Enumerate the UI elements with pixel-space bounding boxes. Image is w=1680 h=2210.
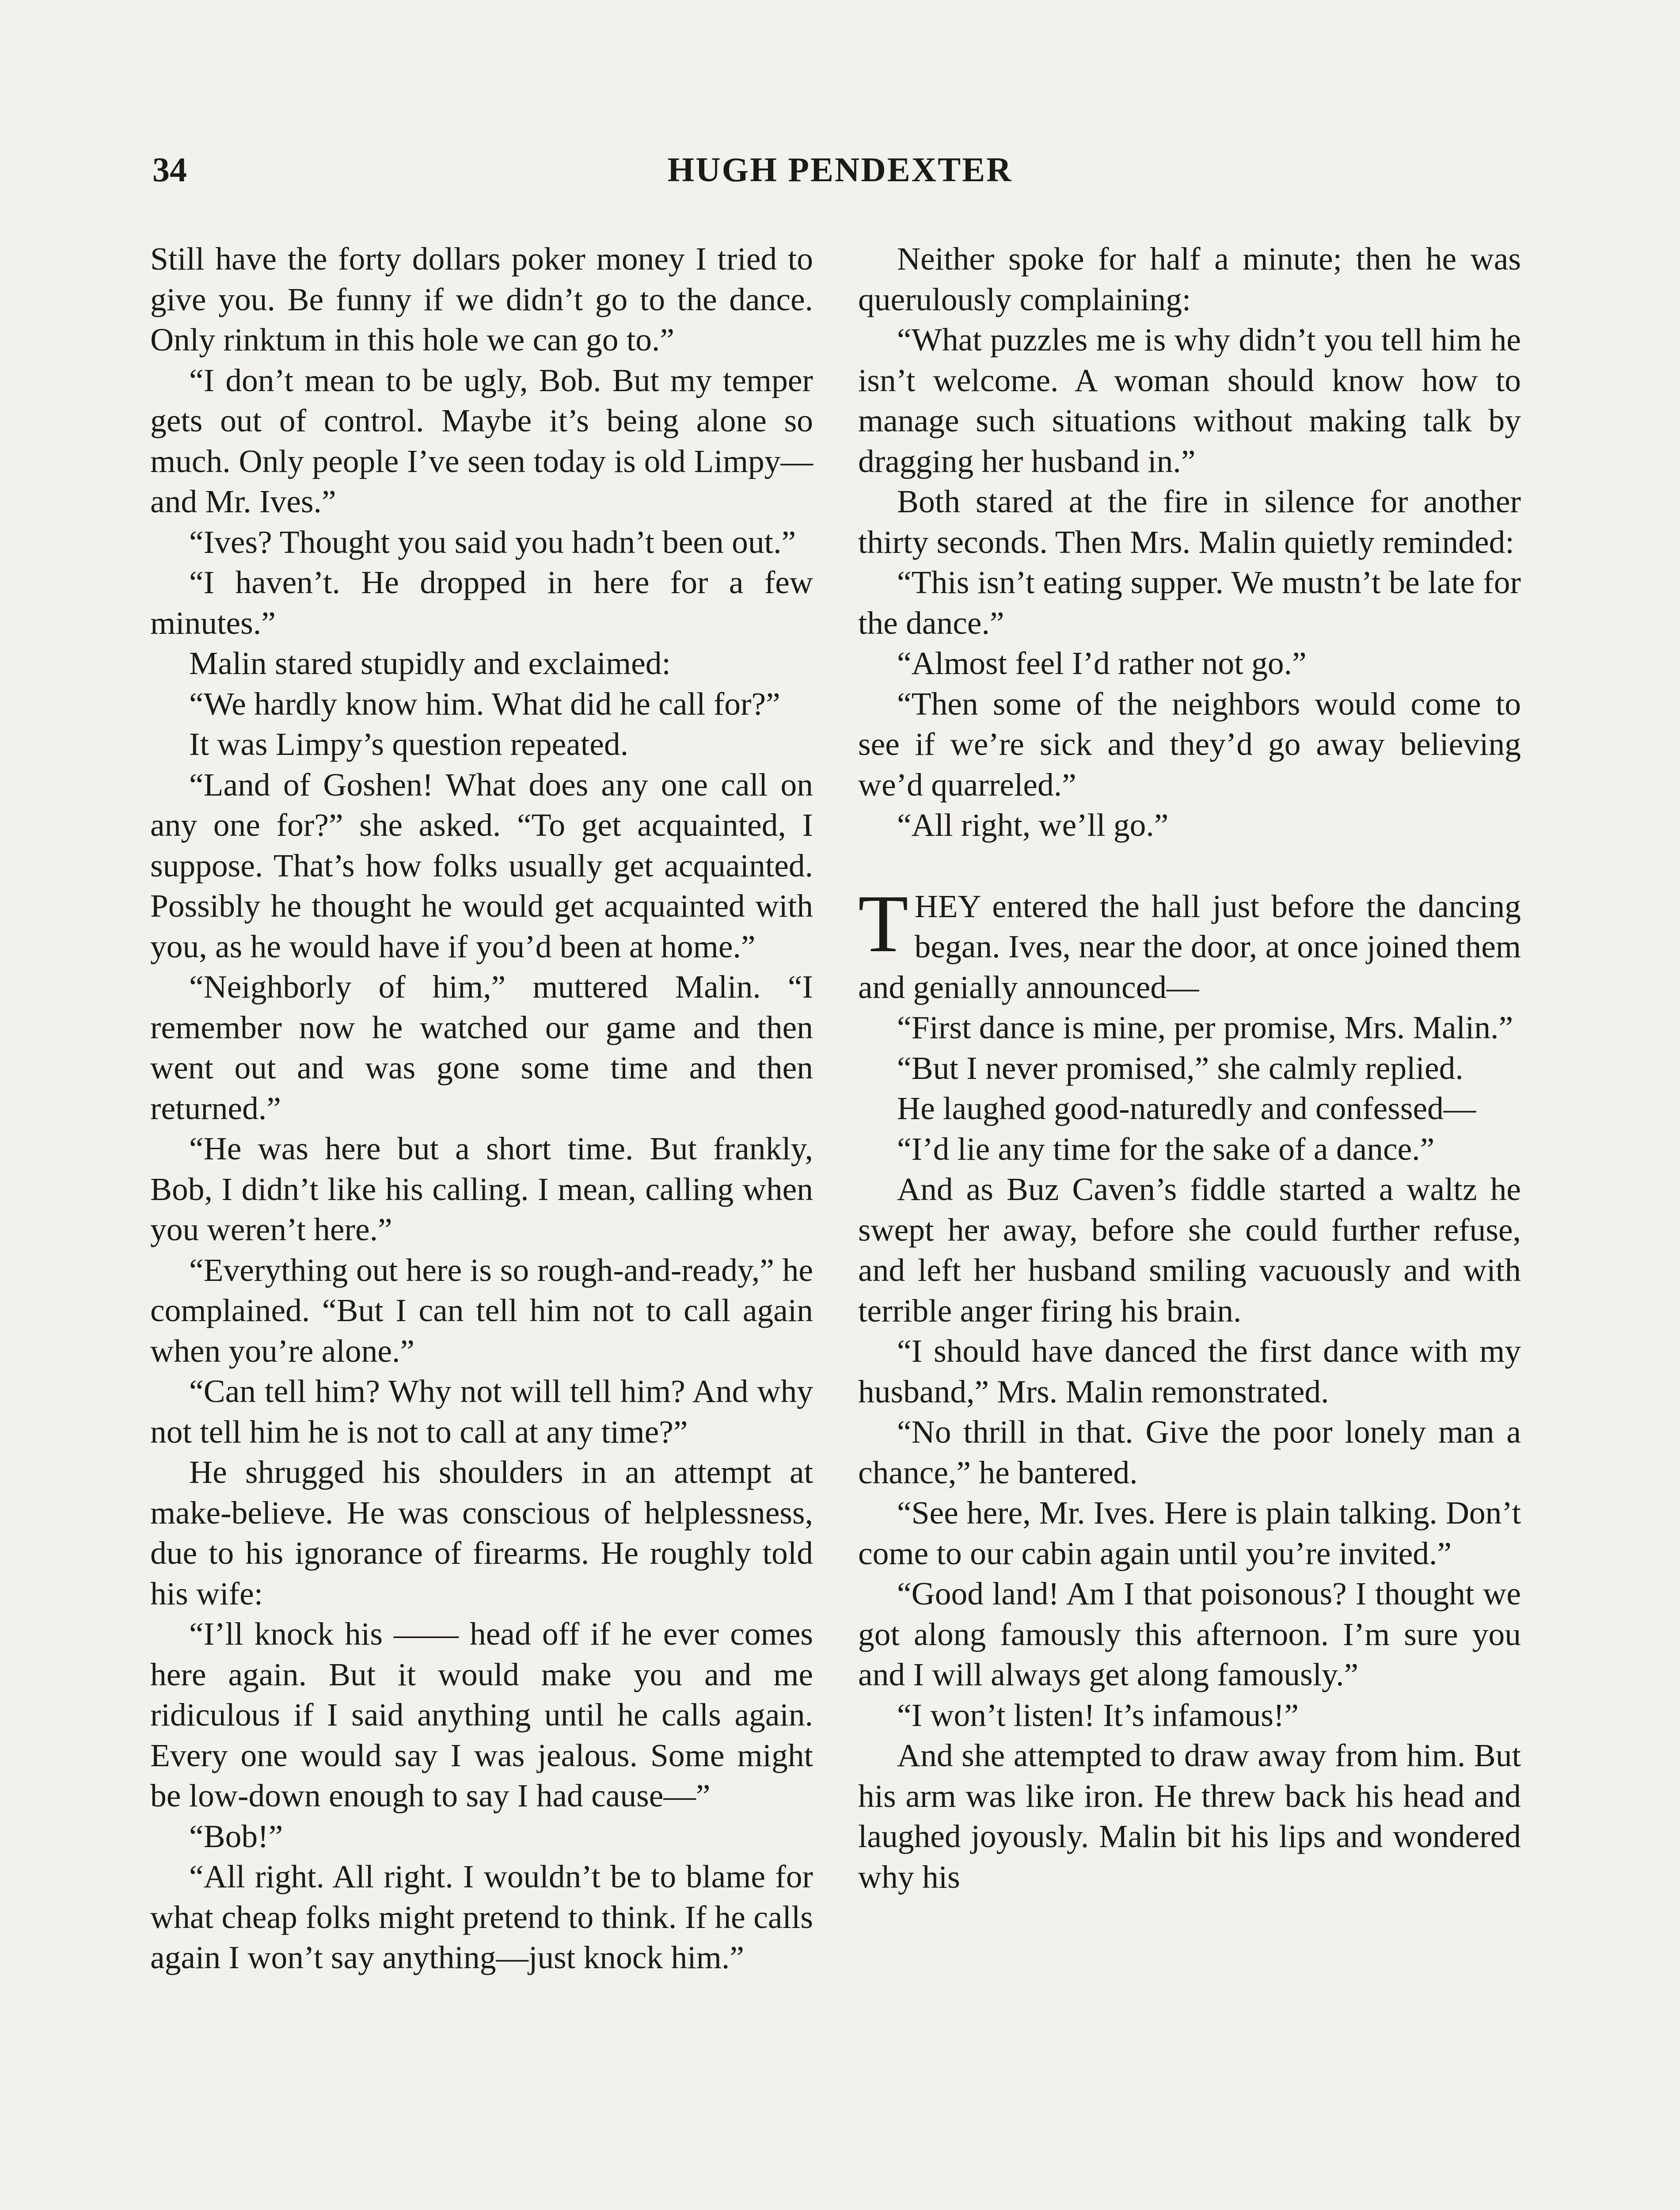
paragraph: “Then some of the neighbors would come to see if we’re sick and they’d go away believing we’d quarreled.” xyxy=(858,686,1521,803)
paragraph: “No thrill in that. Give the poor lonely man a chance,” he bantered. xyxy=(858,1414,1521,1490)
paragraph: “All right, we’ll go.” xyxy=(897,807,1169,843)
paragraph: “I don’t mean to be ugly, Bob. But my temper gets out of control. Maybe it’s being alone so much. Only people I’ve seen today is old Limpy—and Mr. Ives.” xyxy=(150,362,813,519)
paragraph: “Can tell him? Why not will tell him? And why not tell him he is not to call at any time?” xyxy=(150,1373,813,1450)
paragraph: Still have the forty dollars poker money I tried to give you. Be funny if we didn’t go to the dance. Only rinktum in this hole we can go to.” xyxy=(150,241,813,358)
paragraph: “First dance is mine, per promise, Mrs. Malin.” xyxy=(897,1010,1513,1045)
paragraph: “Ives? Thought you said you hadn’t been out.” xyxy=(189,524,796,560)
paragraph: “I won’t listen! It’s infamous!” xyxy=(897,1697,1299,1733)
paragraph: “See here, Mr. Ives. Here is plain talking. Don’t come to our cabin again until you’re invited.” xyxy=(858,1495,1521,1571)
paragraph: And she attempted to draw away from him. But his arm was like iron. He threw back his head and laughed joyously. Malin bit his lips and wondered why his xyxy=(858,1738,1521,1895)
paragraph: “He was here but a short time. But frankly, Bob, I didn’t like his calling. I mean, calling when you weren’t here.” xyxy=(150,1131,813,1247)
section-opening xyxy=(858,878,1521,1008)
running-head: HUGH PENDEXTER xyxy=(667,150,1013,189)
page-number: 34 xyxy=(152,150,187,189)
drop-cap: T xyxy=(858,878,908,969)
right-column xyxy=(858,239,1521,1897)
paragraph: “I haven’t. He dropped in here for a few minutes.” xyxy=(150,564,813,641)
paragraph: “I’d lie any time for the sake of a dance.” xyxy=(897,1131,1435,1167)
paragraph: “Neighborly of him,” muttered Malin. “I remember now he watched our game and then went out and was gone some time and then returned.” xyxy=(150,969,813,1126)
paragraph: And as Buz Caven’s fiddle started a waltz he swept her away, before she could further refuse, and left her husband smiling vacuously and with terrible anger firing his brain. xyxy=(858,1171,1521,1329)
paragraph: “Good land! Am I that poisonous? I thought we got along famously this afternoon. I’m sure you and I will always get along famously.” xyxy=(858,1576,1521,1692)
paragraph: “What puzzles me is why didn’t you tell him he isn’t welcome. A woman should know how to manage such situations without making talk by dragging her husband in.” xyxy=(858,322,1521,479)
paragraph: “We hardly know him. What did he call for?” xyxy=(189,686,780,722)
paragraph: “But I never promised,” she calmly replied. xyxy=(897,1050,1463,1086)
paragraph: It was Limpy’s question repeated. xyxy=(189,726,629,762)
section-opening-text: HEY entered the hall just before the dancing began. Ives, near the door, at once joined them and genially announced— xyxy=(858,888,1521,1005)
paragraph: “This isn’t eating supper. We mustn’t be late for the dance.” xyxy=(858,564,1521,641)
paragraph: Neither spoke for half a minute; then he was querulously complaining: xyxy=(858,241,1521,317)
paragraph: “All right. All right. I wouldn’t be to blame for what cheap folks might pretend to think. If he calls again I won’t say anything—just knock him.” xyxy=(150,1859,813,1975)
paragraph: Both stared at the fire in silence for another thirty seconds. Then Mrs. Malin quietly reminded: xyxy=(858,484,1521,560)
paragraph: Malin stared stupidly and exclaimed: xyxy=(189,645,671,681)
paragraph: “I’ll knock his —— head off if he ever comes here again. But it would make you and me ridiculous if I said anything until he calls again. Every one would say I was jealous. Some might be low-down enough to say I had cause—” xyxy=(150,1616,813,1814)
paragraph: “Bob!” xyxy=(189,1818,283,1854)
paragraph: He shrugged his shoulders in an attempt at make-believe. He was conscious of helplessness, due to his ignorance of firearms. He roughly told his wife: xyxy=(150,1454,813,1612)
paragraph: “Almost feel I’d rather not go.” xyxy=(897,645,1307,681)
paragraph: “Land of Goshen! What does any one call on any one for?” she asked. “To get acquainted, I suppose. That’s how folks usually get acquainted. Possibly he thought he would get acquainted with you, as he would have if you’d been at home.” xyxy=(150,766,813,964)
paragraph: “I should have danced the first dance with my husband,” Mrs. Malin remonstrated. xyxy=(858,1333,1521,1410)
paragraph: “Everything out here is so rough-and-ready,” he complained. “But I can tell him not to call again when you’re alone.” xyxy=(150,1252,813,1369)
left-column xyxy=(150,239,813,1978)
paragraph: He laughed good-naturedly and confessed— xyxy=(897,1090,1476,1126)
